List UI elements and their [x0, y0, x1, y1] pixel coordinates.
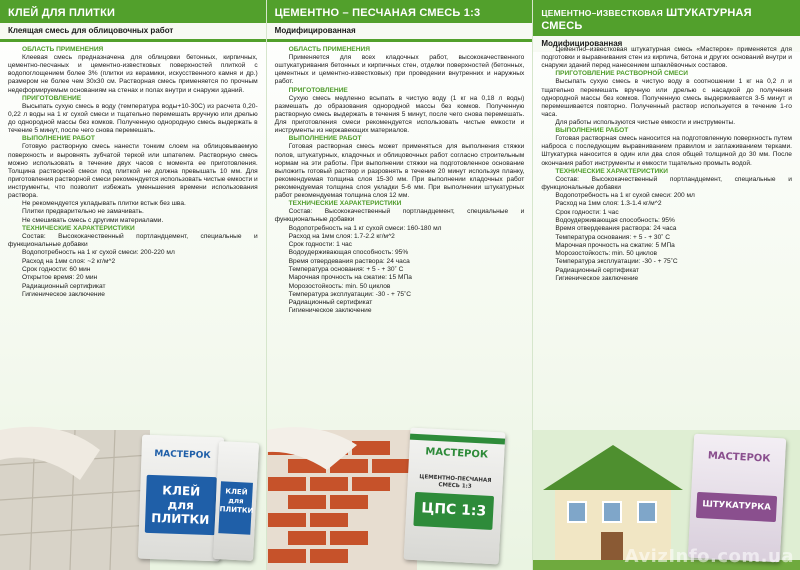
area-text: Клеевая смесь предназначена для облицовки бетонных, кирпичных, цементно-песчаных и цементно-известковых поверхностей плиткой с водопоглощением более 3% (плитки из керамики, искусственного камня и др.) размером не более чем 30х30 см. Растворная смесь применяется по прочным недеформируемым основаниям на стенах и полах внутри и снаружи зданий. [8, 54, 258, 94]
panel-title: ЦЕМЕНТНО – ПЕСЧАНАЯ СМЕСЬ 1:3 [274, 7, 481, 19]
panel-subtitle: Клеящая смесь для облицовочных работ [0, 23, 266, 39]
section-heading-preparation: ПРИГОТОВЛЕНИЕ [288, 86, 348, 94]
spec-item: Открытое время: 20 мин [22, 274, 98, 282]
panel-header [267, 0, 533, 42]
panel-subtitle: Модифицированная [533, 36, 800, 52]
section-heading-work: ВЫПОЛНЕНИЕ РАБОТ [555, 127, 629, 135]
section-heading-tech: ТЕХНИЧЕСКИЕ ХАРАКТЕРИСТИКИ [22, 225, 135, 232]
panel-title-big: ШТУКАТУРНАЯ СМЕСЬ [541, 7, 752, 32]
panel-cement-sand-mix [267, 0, 534, 570]
spec-item: Водопотребность на 1 кг сухой смеси: 160-180 мл [288, 224, 442, 232]
panel-body [533, 42, 800, 283]
work-text: Готовая растворная смесь может применяться для выполнения стяжки полов, штукатурных, кладочных и облицовочных работ согласно строительным нормам на эти работы. При выполнении стяжки на подготовленное основание выложить готовый раствор и разровнять в течение 20 минут используя планку, рекомендуемая толщина слоя 15-30 мм. При выполнении кладочных работ рекомендуемая толщина слоя укладки 5-6 мм. При выполнении штукатурных работ рекомендуемая толщина слоя 12 мм. [274, 143, 525, 200]
spec-item: Температура эксплуатации: -30 - + 75˚С [288, 290, 411, 298]
spec-item: Водоудерживающая способность: 95% [555, 216, 675, 224]
panel-header [0, 0, 266, 42]
product-bag-tile-adhesive [138, 435, 224, 562]
section-heading-tech: ТЕХНИЧЕСКИЕ ХАРАКТЕРИСТИКИ [555, 167, 669, 175]
preparation-text: Высыпать сухую смесь в чистую воду в соотношении 1 кг на 0,2 л и тщательно перемешать вручную или дрелью с насадкой до получения однородной массы без комков. Полученную смесь выдерживается 3-5 минут и перемешивается повторно. Полученный раствор используется в течение 1-го часа. [541, 78, 792, 118]
work-text: Готовая растворная смесь наносится на подготовленную поверхность путем наброса с последующим выравниванием правилом и заглаживанием терками. Штукатурка наносится в один или два слоя общей толщиной до 30 мм. После окончания работ инструменты и емкости тщательно промыть водой. [541, 135, 792, 167]
section-heading-area: ОБЛАСТЬ ПРИМЕНЕНИЯ [22, 46, 104, 53]
spec-item: Время отвердевания раствора: 24 часа [288, 257, 410, 265]
panel-plaster-mix [533, 0, 800, 570]
composition-text: Состав: Высококачественный портландцемент, специальные и функциональные добавки [541, 175, 792, 191]
section-heading-area: ОБЛАСТЬ ПРИМЕНЕНИЯ [288, 46, 370, 53]
section-heading-work: ВЫПОЛНЕНИЕ РАБОТ [288, 135, 362, 143]
product-illustration [267, 420, 533, 570]
product-bag-cement-sand [403, 428, 505, 565]
preparation-text: Сухую смесь медленно всыпать в чистую воду (1 кг на 0,18 л воды) размешать до образования однородной массы без комков. Полученную растворную смесь выдержать в течения 5 минут, после чего снова перемешать. Для приготовления смеси рекомендуется использовать чистые емкости и инструменты из нержавеющих материалов. [274, 94, 525, 135]
work-text: Готовую растворную смесь нанести тонким слоем на облицовываемую поверхность и выровнять зубчатой теркой или шпателем. Растворную смесь можно использовать в течение двух часов с момента ее приготовления. Толщина растворной смеси под плиткой не должна превышать 10 мм. Для приготовления растворной смеси рекомендуется использовать чистые емкости и инструменты, что позволит избежать уменьшения времени использования раствора. [8, 143, 258, 200]
panel-title-small: ЦЕМЕНТНО–ИЗВЕСТКОВАЯ [541, 8, 663, 18]
preparation-text: Высыпать сухую смесь в воду (температура воды+10-30С) из расчета 0,20-0,22 л воды на 1 кг сухой смеси и тщательно перемешать вручную или дрелью до однородной массы без комков. Полученную однородную смесь выдержать в течение 5 минут, после чего снова перемешать. [8, 102, 258, 135]
panel-body [267, 42, 533, 316]
bag-line-label: ЦЕМЕНТНО-ПЕСЧАНАЯ СМЕСЬ 1:3 [418, 474, 492, 490]
spec-item: Расход на 1мм слоя: ~2 кг/м^2 [22, 257, 116, 265]
composition-text: Состав: Высококачественный портландцемент, специальные и функциональные добавки [274, 208, 525, 224]
spec-item: Марочная прочность на сжатие: 15 МПа [288, 274, 412, 282]
spec-item: Марочная прочность на сжатие: 5 МПа [555, 241, 675, 249]
bag-brand-label: МАСТЕРОК [424, 446, 488, 461]
bag-product-label: ЦПС 1:3 [420, 500, 487, 520]
spec-item: Температура основания: + 5 - + 30˚ С [288, 265, 404, 273]
spec-item: Срок годности: 1 час [288, 241, 352, 249]
spec-item: Время отвердевания раствора: 24 часа [555, 225, 677, 233]
bag-brand-label: МАСТЕРОК [154, 449, 211, 462]
section-heading-preparation: ПРИГОТОВЛЕНИЕ РАСТВОРНОЙ СМЕСИ [555, 70, 689, 78]
product-illustration [0, 420, 266, 570]
spec-item: Срок годности: 60 мин [22, 265, 91, 273]
product-bag-plaster [688, 434, 786, 563]
note-item: Не смешивать смесь с другими материалами. [22, 216, 164, 224]
bag-green-stripe [410, 434, 505, 445]
watermark-text: AvizInfo.com.ua [624, 546, 794, 567]
spec-item: Радиационный сертификат [288, 299, 373, 307]
spec-item: Морозостойкость: min. 50 циклов [555, 250, 658, 258]
section-heading-preparation: ПРИГОТОВЛЕНИЕ [22, 94, 82, 102]
bag-product-label: КЛЕЙ для ПЛИТКИ [150, 483, 210, 527]
bag-product-label: ШТУКАТУРКА [702, 499, 772, 513]
panel-tile-adhesive [0, 0, 267, 570]
spec-item: Радиационный сертификат [22, 282, 106, 290]
panel-title: КЛЕЙ ДЛЯ ПЛИТКИ [8, 7, 116, 19]
spec-item: Температура основания: + 5 - + 30˚ С [555, 233, 671, 241]
spec-item: Срок годности: 1 час [555, 208, 619, 216]
spec-item: Морозостойкость: min. 50 циклов [288, 282, 391, 290]
spec-item: Температура эксплуатации: -30 - + 75˚С [555, 258, 678, 266]
bag-brand-label: МАСТЕРОК [707, 450, 772, 465]
bag-side-label: КЛЕЙ для ПЛИТКИ [219, 487, 254, 515]
spec-item: Гигиеническое заключение [555, 274, 639, 282]
spec-item: Радиационный сертификат [555, 266, 639, 274]
spec-item: Гигиеническое заключение [22, 290, 105, 298]
panel-body [0, 42, 266, 299]
preparation-note: Для работы используются чистые емкости и инструменты. [555, 118, 736, 126]
spec-item: Гигиеническое заключение [288, 307, 372, 315]
product-illustration [533, 420, 800, 570]
spec-item: Водоудерживающая способность: 95% [288, 249, 409, 257]
spec-item: Расход на 1мм слоя: 1.7-2.2 кг/м^2 [288, 232, 395, 240]
section-heading-work: ВЫПОЛНЕНИЕ РАБОТ [22, 135, 95, 143]
section-heading-tech: ТЕХНИЧЕСКИЕ ХАРАКТЕРИСТИКИ [288, 200, 402, 208]
area-text: Применяется для всех кладочных работ, высококачественного оштукатуривания бетонных и кирпичных стен, отделки поверхностей (бетонных, цементных и цементно-известковых) при проведении внутренних и наружных работ. [274, 54, 525, 86]
note-item: Не рекомендуется укладывать плитки встык без шва. [22, 200, 186, 208]
product-bag-side [213, 441, 259, 561]
spec-item: Водопотребность на 1 кг сухой смеси: 200-220 мл [22, 249, 175, 257]
spec-item: Водопотребность на 1 кг сухой смеси: 200 мл [555, 192, 695, 200]
panel-header [533, 0, 800, 48]
panel-title [541, 7, 792, 33]
spec-item: Расход на 1мм слоя: 1.3-1.4 кг/м^2 [555, 200, 662, 208]
note-item: Плитки предварительно не замачивать. [22, 208, 144, 216]
panel-subtitle: Модифицированная [267, 23, 533, 39]
intro-text: Цементно–известковая штукатурная смесь «Мастерок» применяется для подготовки и выравнивания стен из кирпича, бетона и других оснований внутри и снаружи зданий перед нанесением шпаклёвочных составов. [541, 46, 792, 70]
composition-text: Состав: Высококачественный портландцемент, специальные и функциональные добавки [8, 233, 258, 249]
